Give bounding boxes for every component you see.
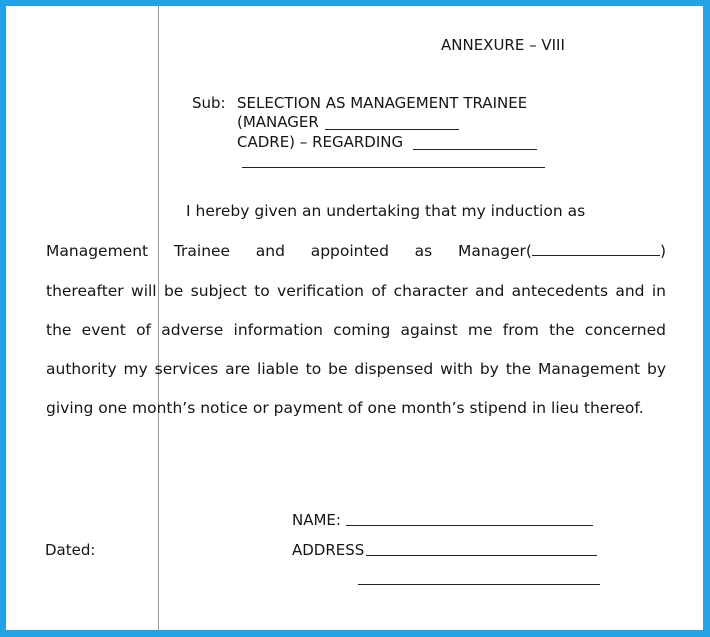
annexure-heading: ANNEXURE – VIII [441,36,565,54]
subject-blank-2 [413,149,537,150]
document-page [6,6,703,630]
body-line-2-end: ) [659,242,666,260]
name-label: NAME: [292,511,341,529]
subject-line-1: SELECTION AS MANAGEMENT TRAINEE [237,94,528,112]
address-label: ADDRESS [292,541,365,559]
subject-underline [242,167,545,168]
fold-line [158,6,159,630]
name-field-line [346,525,593,526]
body-line-4: the event of adverse information coming against me from the concerned [46,321,666,339]
body-line-2-text: Management Trainee and appointed as Manager( [46,242,532,260]
address-field-line-2 [358,584,600,585]
body-line-5: authority my services are liable to be dispensed with by the Management by [46,360,666,378]
body-line-3: thereafter will be subject to verification of character and antecedents and in [46,282,666,300]
subject-label: Sub: [192,94,226,112]
body-line-6: giving one month’s notice or payment of one month’s stipend in lieu thereof. [46,399,644,417]
dated-label: Dated: [45,541,96,559]
address-field-line-1 [366,555,597,556]
subject-line-3: CADRE) – REGARDING [237,133,404,151]
subject-line-2: (MANAGER [237,113,319,131]
body-line-1: I hereby given an undertaking that my induction as [186,202,586,220]
body-line-2 [46,242,666,261]
subject-blank-1 [325,129,459,130]
manager-blank [532,243,660,256]
